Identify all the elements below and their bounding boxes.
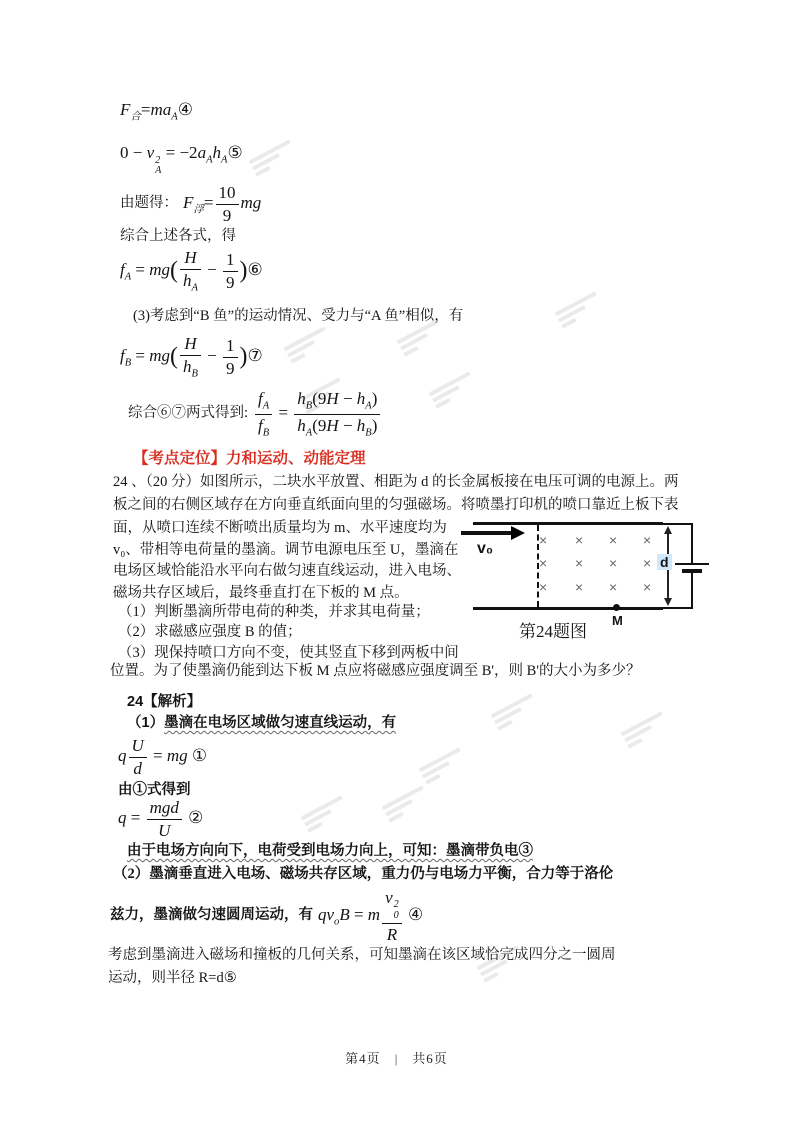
combine67-label: 综合⑥⑦两式得到: [128, 405, 249, 422]
step1-text: 墨滴在电场区域做匀速直线运动，有 [164, 715, 397, 731]
battery-long-plate [675, 563, 709, 565]
field-into-page-symbol: × [609, 532, 618, 548]
d-label: d [657, 554, 672, 570]
p24-line6: 磁场共存区域后，最终垂直打在下板的 M 点。 [113, 585, 409, 601]
fish-b-line: (3)考虑到“B 鱼”的运动情况、受力与“A 鱼”相似，有 [133, 308, 464, 324]
top-plate [473, 522, 663, 525]
keypoint-line: 【考点定位】力和运动、动能定理 [133, 450, 366, 467]
equation-field-balance: q $\frac{U}{d}$ = mg ① [118, 736, 208, 778]
equation-f-net: $F_合=ma_A④$ [120, 100, 193, 123]
solution-step1 [127, 711, 396, 732]
p24-line1: 24 、（20 分）如图所示，二块水平放置、相距为 d 的长金属板接在电压可调的电源上。两 [113, 474, 679, 490]
watermark [553, 289, 605, 332]
footer-separator: | [394, 1051, 399, 1066]
footer-total-pages: 共6页 [412, 1051, 448, 1066]
solution-header: 24【解析】 [127, 694, 202, 710]
equation-ratio: $\frac{f_A}{f_B}$ = $\frac{h_B(9H - h_A)}{h_A(9H - h_B)}$ [253, 389, 382, 439]
p24-line3: 面，从喷口连续不断喷出质量均为 m、水平速度均为 [113, 520, 447, 536]
charge-sign-line: 由于电场方向向下，电荷受到电场力向上，可知：墨滴带负电③ [127, 843, 533, 859]
p24-line5: 电场区域恰能沿水平向右做匀速直线运动，进入电场、 [113, 563, 461, 579]
v0-arrow-shaft [461, 531, 513, 535]
field-into-page-symbol: × [643, 555, 652, 571]
geometry-line2: 运动，则半径 R=d⑤ [108, 970, 237, 986]
p24-line4: v₀、带相等电荷量的墨滴。调节电源电压至 U，墨滴在 [113, 542, 459, 558]
equation-buoyancy-row [120, 182, 261, 226]
v0-arrow-head [511, 526, 525, 540]
equation-lorentz: $qv_oB = m$ v 2 0 R ④ [318, 887, 424, 944]
geometry-line1: 考虑到墨滴进入磁场和撞板的几何关系，可知墨滴在该区域恰完成四分之一圆周 [108, 947, 616, 963]
figure-caption: 第24题图 [519, 622, 587, 641]
page-footer [0, 1048, 793, 1067]
field-into-page-symbol: × [575, 532, 584, 548]
p24-line7: 位置。为了使墨滴仍能到达下板 M 点应将磁感应强度调至 B'，则 B'的大小为多少？ [110, 663, 641, 679]
wire-top [661, 523, 693, 525]
m-label: M [612, 613, 623, 628]
d-arrow-head-up [664, 526, 672, 534]
watermark [619, 709, 671, 752]
footer-page-number: 第4页 [345, 1051, 381, 1066]
field-into-page-symbol: × [609, 555, 618, 571]
given-label: 由题得： [120, 195, 178, 212]
field-into-page-symbol: × [609, 579, 618, 595]
equation-buoyancy: $F_浮=$ $\frac{10}{9}$ mg [183, 182, 262, 225]
step2-line2-row [110, 887, 424, 944]
p24-item2: （2）求磁感应强度 B 的值； [118, 624, 302, 640]
p24-line2: 板之间的右侧区域存在方向垂直纸面向里的匀强磁场。将喷墨打印机的喷口靠近上板下表 [113, 497, 679, 513]
bottom-plate [473, 607, 663, 610]
watermark [427, 369, 479, 412]
step2-line1: （2）墨滴垂直进入电场、磁场共存区域，重力仍与电场力平衡，合力等于洛伦 [113, 866, 614, 882]
field-into-page-symbol: × [643, 532, 652, 548]
equation-kinematics: 0 − v 2 A = $-2a_Ah_A⑤$ [120, 143, 243, 177]
wire-right-lower [691, 573, 693, 609]
watermark [489, 691, 541, 734]
step2-line2-label: 兹力，墨滴做匀速圆周运动，有 [110, 907, 313, 924]
field-into-page-symbol: × [539, 532, 548, 548]
field-into-page-symbol: × [539, 579, 548, 595]
problem-24-figure [461, 512, 713, 648]
field-into-page-symbol: × [539, 555, 548, 571]
watermark [299, 793, 351, 836]
watermark [417, 745, 469, 788]
combine-note: 综合上述各式，得 [120, 228, 236, 244]
from-eq1-note: 由①式得到 [118, 782, 191, 798]
v0-label: v₀ [477, 540, 494, 557]
wire-bottom [661, 607, 693, 609]
equation-f-b: $f_B = mg$( $\frac{H}{h_B}$ − $\frac{1}{9}$ )⑦ [120, 334, 263, 379]
p24-item1: （1）判断墨滴所带电荷的种类，并求其电荷量； [118, 604, 430, 620]
equation-ratio-row [128, 390, 382, 438]
equation-f-a: $f_A = mg$( $\frac{H}{h_A}$ − $\frac{1}{9}$ )⑥ [120, 248, 263, 293]
watermark [380, 783, 432, 826]
p24-item3: （3）现保持喷口方向不变，使其竖直下移到两板中间 [118, 645, 459, 661]
wire-right-upper [691, 523, 693, 563]
field-into-page-symbol: × [575, 579, 584, 595]
m-point-dot [613, 604, 620, 611]
step1-prefix: （1） [127, 715, 165, 731]
field-into-page-symbol: × [575, 555, 584, 571]
field-into-page-symbol: × [643, 579, 652, 595]
watermark [247, 137, 299, 180]
d-arrow-head-down [664, 598, 672, 606]
watermark [282, 324, 334, 367]
equation-charge: q = mgd U ② [118, 798, 204, 840]
